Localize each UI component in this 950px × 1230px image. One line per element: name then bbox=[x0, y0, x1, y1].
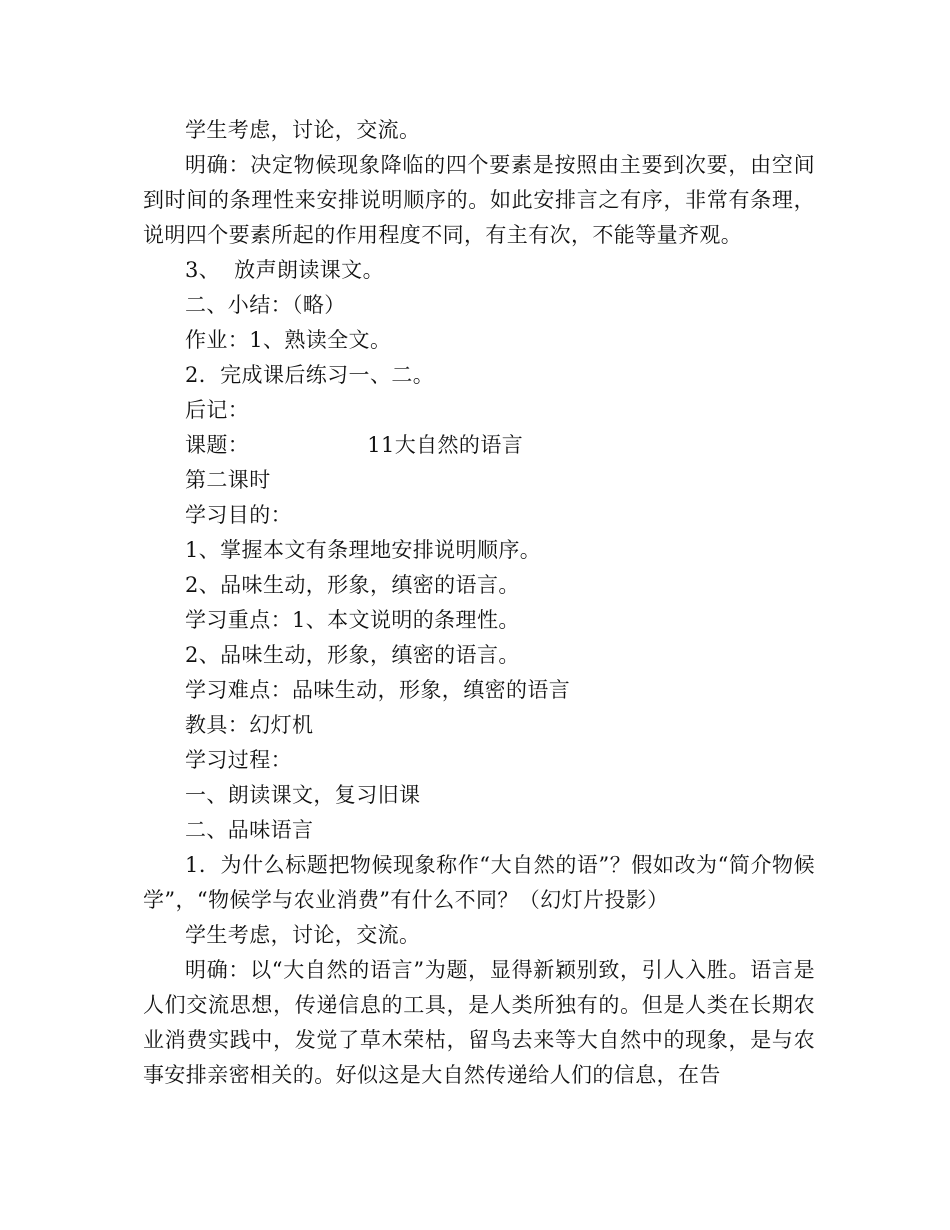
paragraph: 第二课时 bbox=[185, 468, 271, 492]
paragraph: 2、品味生动，形象，缜密的语言。 bbox=[185, 643, 520, 667]
paragraph: 明确：决定物候现象降临的四个要素是按照由主要到次要，由空间到时间的条理性来安排说明顺序的。如此安排言之有序，非常有条理，说明四个要素所起的作用程度不同，有主有次，不能等量齐观。 bbox=[143, 153, 815, 247]
paragraph: 学习过程： bbox=[185, 748, 292, 772]
paragraph: 一、朗读课文，复习旧课 bbox=[185, 783, 421, 807]
paragraph bbox=[143, 253, 815, 288]
paragraph: 1、掌握本文有条理地安排说明顺序。 bbox=[185, 538, 542, 562]
paragraph: 学习目的： bbox=[185, 503, 292, 527]
paragraph: 学生考虑，讨论，交流。 bbox=[185, 923, 421, 947]
paragraph: 1．为什么标题把物候现象称作“大自然的语”？假如改为“简介物候学”，“物候学与农业消费”有什么不同？（幻灯片投影） bbox=[143, 853, 815, 912]
paragraph: 后记： bbox=[185, 398, 250, 422]
paragraph: 学习重点：1、本文说明的条理性。 bbox=[185, 608, 520, 632]
paragraph: 二、品味语言 bbox=[185, 818, 314, 842]
paragraph: 教具：幻灯机 bbox=[185, 713, 314, 737]
paragraph: 2．完成课后练习一、二。 bbox=[185, 363, 435, 387]
paragraph: 2、品味生动，形象，缜密的语言。 bbox=[185, 573, 520, 597]
lesson-title: 11大自然的语言 bbox=[367, 433, 524, 457]
paragraph: 学习难点：品味生动，形象，缜密的语言 bbox=[185, 678, 571, 702]
paragraph: 作业：1、熟读全文。 bbox=[185, 328, 392, 352]
document-body bbox=[143, 113, 815, 1093]
paragraph: 学生考虑，讨论，交流。 bbox=[185, 118, 421, 142]
paragraph: 二、小结：（略） bbox=[185, 293, 346, 317]
item-text: 放声朗读课文。 bbox=[234, 258, 384, 282]
paragraph bbox=[143, 428, 815, 463]
paragraph: 明确：以“大自然的语言”为题，显得新颖别致，引人入胜。语言是人们交流思想，传递信息的工具，是人类所独有的。但是人类在长期农业消费实践中，发觉了草木荣枯，留鸟去来等大自然中的现象，是与农事安排亲密相关的。好似这是大自然传递给人们的信息，在告 bbox=[143, 958, 815, 1087]
lesson-label: 课题： bbox=[185, 433, 250, 457]
item-number: 3、 bbox=[185, 258, 221, 282]
